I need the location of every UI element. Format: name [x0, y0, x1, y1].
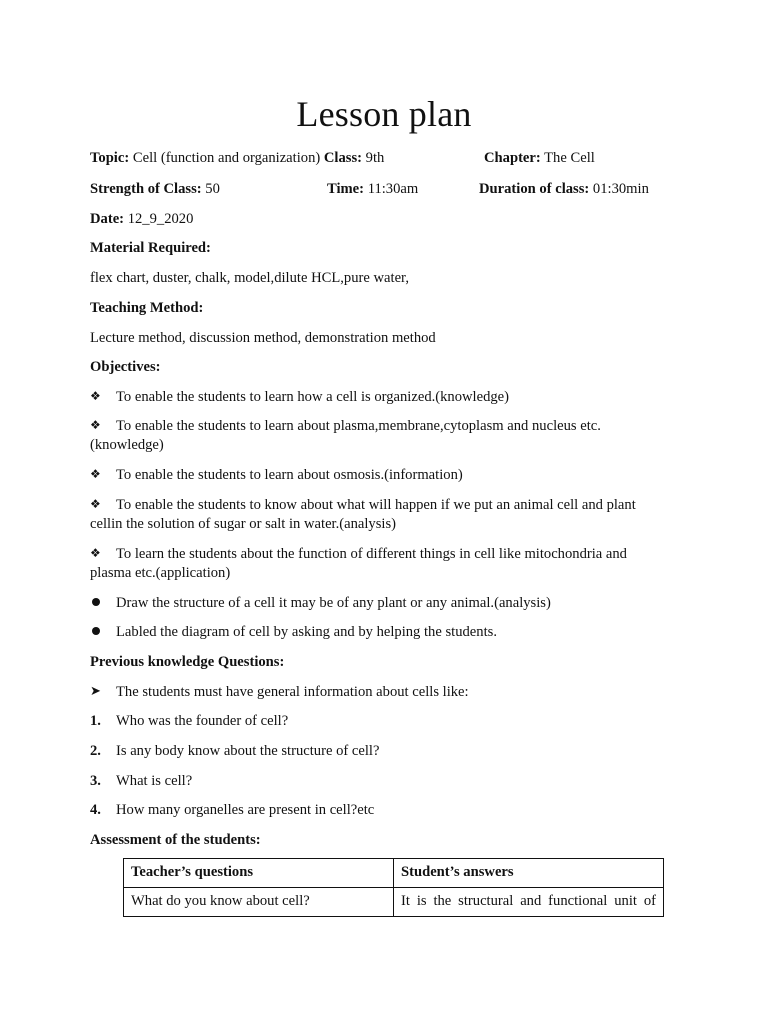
strength-label: Strength of Class:	[90, 181, 202, 197]
method-text: Lecture method, discussion method, demonstration method	[90, 330, 436, 346]
objectives-heading: Objectives:	[90, 359, 161, 375]
diamond-bullet-icon: ❖	[90, 389, 101, 403]
table-row	[124, 888, 664, 917]
objective-item: ❖ To enable the students to learn about plasma,membrane,cytoplasm and nucleus etc.	[90, 418, 601, 434]
objective-item: ❖ To enable the students to learn about osmosis.(information)	[90, 467, 463, 483]
time-label: Time:	[327, 181, 365, 197]
strength-line	[90, 180, 220, 199]
previous-intro: ➤ The students must have general information about cells like:	[90, 684, 469, 700]
duration-value: 01:30min	[592, 181, 649, 197]
class-value: 9th	[365, 150, 385, 166]
objective-item: ❖ To learn the students about the function of different things in cell like mitochondria and	[90, 546, 627, 562]
assessment-table	[123, 858, 664, 917]
date-label: Date:	[90, 211, 125, 227]
material-heading: Material Required:	[90, 240, 211, 256]
method-heading: Teaching Method:	[90, 300, 204, 316]
student-answer-cell: It is the structural and functional unit of	[394, 888, 664, 917]
diamond-bullet-icon: ❖	[90, 467, 101, 481]
topic-line	[90, 149, 384, 168]
chapter-line	[484, 149, 595, 168]
objective-item-continued: plasma etc.(application)	[90, 565, 231, 581]
previous-knowledge-heading: Previous knowledge Questions:	[90, 654, 285, 670]
teacher-question-cell: What do you know about cell?	[124, 888, 394, 917]
objective-item: ❖ To enable the students to learn how a cell is organized.(knowledge)	[90, 389, 510, 405]
page-title: Lesson plan	[296, 94, 472, 134]
strength-value: 50	[205, 181, 220, 197]
chapter-value: The Cell	[544, 150, 595, 166]
objective-item-continued: (knowledge)	[90, 437, 164, 453]
objective-item: Labled the diagram of cell by asking and by helping the students.	[90, 623, 497, 642]
date-value: 12_9_2020	[127, 211, 194, 227]
date-line	[90, 210, 193, 229]
duration-line	[479, 180, 649, 199]
material-text: flex chart, duster, chalk, model,dilute HCL,pure water,	[90, 270, 409, 286]
objective-item: ❖ To enable the students to know about what will happen if we put an animal cell and plant	[90, 497, 636, 513]
time-value: 11:30am	[367, 181, 419, 197]
objective-item: Draw the structure of a cell it may be of any plant or any animal.(analysis)	[90, 594, 551, 613]
topic-value: Cell (function and organization)	[132, 150, 321, 166]
diamond-bullet-icon: ❖	[90, 418, 101, 432]
table-header-row	[124, 859, 664, 888]
diamond-bullet-icon: ❖	[90, 497, 101, 511]
question-item: 2. Is any body know about the structure of cell?	[90, 743, 380, 759]
arrowhead-bullet-icon: ➤	[90, 684, 101, 699]
class-label: Class:	[323, 150, 362, 166]
question-item: 4. How many organelles are present in cell?etc	[90, 802, 375, 818]
objective-item-continued: cellin the solution of sugar or salt in water.(analysis)	[90, 516, 396, 532]
question-item: 3. What is cell?	[90, 773, 193, 789]
chapter-label: Chapter:	[484, 150, 541, 166]
duration-label: Duration of class:	[479, 181, 590, 197]
question-item: 1. Who was the founder of cell?	[90, 713, 289, 729]
diamond-bullet-icon: ❖	[90, 546, 101, 560]
topic-label: Topic:	[90, 150, 130, 166]
assessment-heading: Assessment of the students:	[90, 832, 261, 848]
time-line	[327, 180, 418, 199]
filled-circle-bullet-icon	[92, 627, 100, 635]
column-header-student-answers: Student’s answers	[394, 859, 664, 888]
column-header-teacher-questions: Teacher’s questions	[124, 859, 394, 888]
filled-circle-bullet-icon	[92, 598, 100, 606]
